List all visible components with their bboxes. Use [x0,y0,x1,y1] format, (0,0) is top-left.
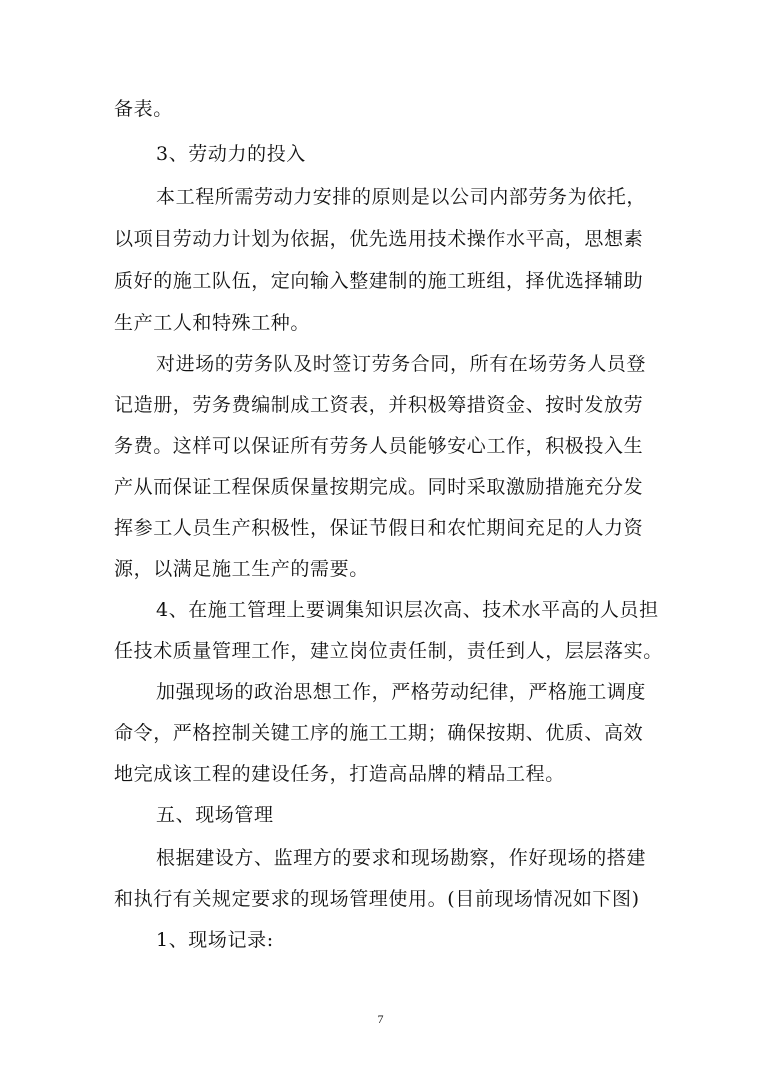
text-line: 以项目劳动力计划为依据，优先选用技术操作水平高，思想素 [114,228,644,250]
text-line: 备表。 [114,98,173,120]
text-line: 本工程所需劳动力安排的原则是以公司内部劳务为依托， [156,186,647,208]
page-number: 7 [377,1012,384,1026]
text-line: 务费。这样可以保证所有劳务人员能够安心工作，积极投入生 [114,435,644,457]
section-heading: 3、劳动力的投入 [156,143,306,165]
text-line: 加强现场的政治思想工作，严格劳动纪律，严格施工调度 [156,681,647,703]
section-heading: 五、现场管理 [156,804,274,826]
text-line: 质好的施工队伍，定向输入整建制的施工班组，择优选择辅助 [114,270,644,292]
text-line: 根据建设方、监理方的要求和现场勘察，作好现场的搭建 [156,847,647,869]
text-line: 1、现场记录: [156,929,274,951]
text-line: 和执行有关规定要求的现场管理使用。(目前现场情况如下图) [114,888,640,910]
text-line: 地完成该工程的建设任务，打造高品牌的精品工程。 [114,763,565,785]
text-line: 命令，严格控制关键工序的施工工期；确保按期、优质、高效 [114,722,644,744]
text-line: 源，以满足施工生产的需要。 [114,558,369,580]
text-line: 4、在施工管理上要调集知识层次高、技术水平高的人员担 [156,599,659,621]
text-line: 对进场的劳务队及时签订劳务合同，所有在场劳务人员登 [156,353,647,375]
text-line: 挥参工人员生产积极性，保证节假日和农忙期间充足的人力资 [114,517,644,539]
text-line: 任技术质量管理工作，建立岗位责任制，责任到人，层层落实。 [114,640,663,662]
text-line: 生产工人和特殊工种。 [114,312,311,334]
text-line: 记造册，劳务费编制成工资表，并积极筹措资金、按时发放劳 [114,394,644,416]
text-line: 产从而保证工程保质保量按期完成。同时采取激励措施充分发 [114,476,644,498]
